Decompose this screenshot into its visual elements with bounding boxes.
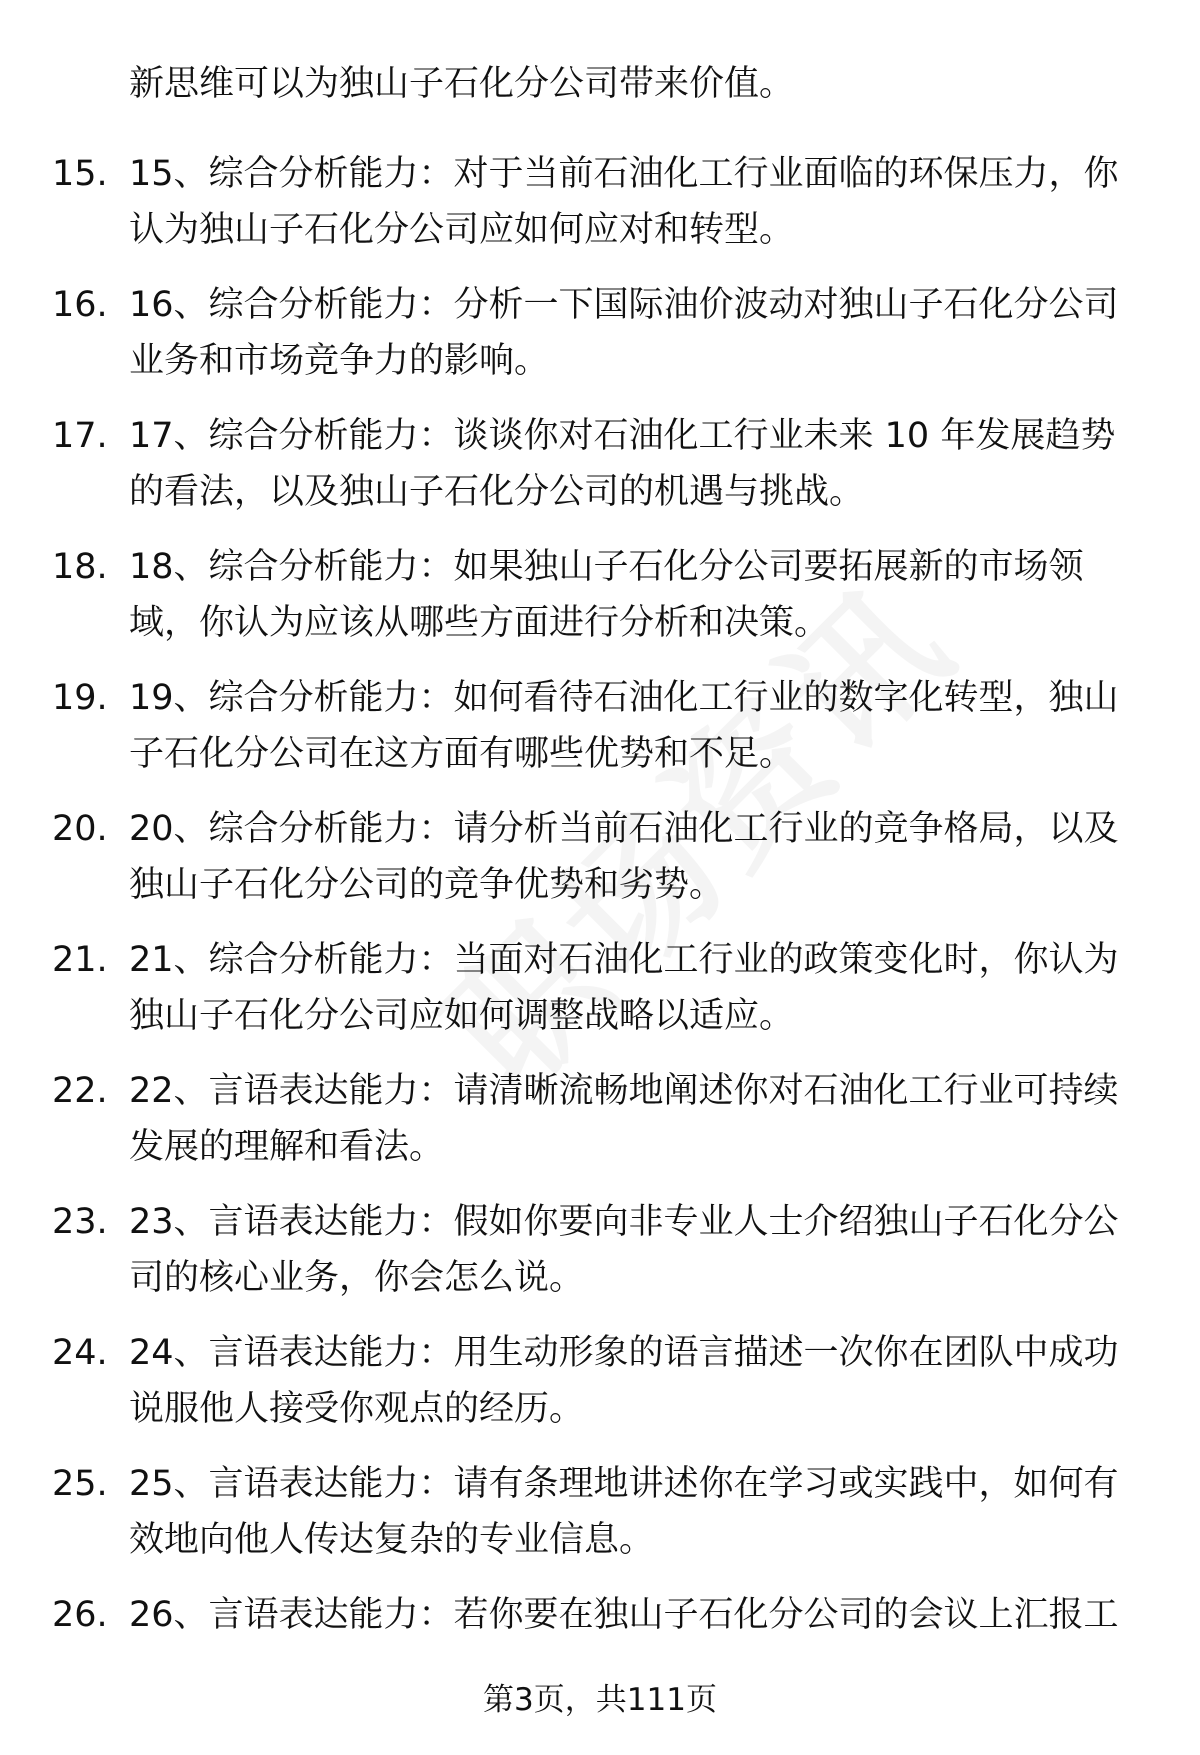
question-item	[0, 146, 1200, 277]
question-number: 16.	[52, 285, 108, 325]
question-item	[0, 1325, 1200, 1456]
question-item	[0, 801, 1200, 932]
question-text: 22、言语表达能力：请清晰流畅地阐述你对石油化工行业可持续发展的理解和看法。	[129, 1071, 1119, 1167]
question-text: 16、综合分析能力：分析一下国际油价波动对独山子石化分公司业务和市场竞争力的影响。	[129, 285, 1119, 381]
question-text: 21、综合分析能力：当面对石油化工行业的政策变化时，你认为独山子石化分公司应如何调整战略以适应。	[129, 940, 1119, 1036]
question-text: 15、综合分析能力：对于当前石油化工行业面临的环保压力，你认为独山子石化分公司应如何应对和转型。	[129, 154, 1119, 250]
question-list	[0, 146, 1200, 1718]
question-item	[0, 539, 1200, 670]
question-number: 19.	[52, 678, 108, 718]
question-text: 18、综合分析能力：如果独山子石化分公司要拓展新的市场领域，你认为应该从哪些方面进行分析和决策。	[129, 547, 1084, 643]
question-number: 24.	[52, 1333, 108, 1373]
question-number: 17.	[52, 416, 108, 456]
question-text: 25、言语表达能力：请有条理地讲述你在学习或实践中，如何有效地向他人传达复杂的专业信息。	[129, 1464, 1119, 1560]
question-text: 19、综合分析能力：如何看待石油化工行业的数字化转型，独山子石化分公司在这方面有哪些优势和不足。	[129, 678, 1119, 774]
question-text: 23、言语表达能力：假如你要向非专业人士介绍独山子石化分公司的核心业务，你会怎么说。	[129, 1202, 1119, 1298]
question-item	[0, 1063, 1200, 1194]
continuation-text: 新思维可以为独山子石化分公司带来价值。	[129, 64, 795, 104]
page-footer	[0, 1678, 1200, 1722]
question-text: 17、综合分析能力：谈谈你对石油化工行业未来 10 年发展趋势的看法，以及独山子石化分公司的机遇与挑战。	[129, 416, 1116, 512]
question-item	[0, 1456, 1200, 1587]
question-text: 24、言语表达能力：用生动形象的语言描述一次你在团队中成功说服他人接受你观点的经历。	[129, 1333, 1119, 1429]
question-item	[0, 1194, 1200, 1325]
question-text: 26、言语表达能力：若你要在独山子石化分公司的会议上汇报工	[129, 1595, 1119, 1635]
question-number: 15.	[52, 154, 108, 194]
question-item	[0, 932, 1200, 1063]
question-number: 23.	[52, 1202, 108, 1242]
question-item	[0, 670, 1200, 801]
question-number: 22.	[52, 1071, 108, 1111]
question-number: 25.	[52, 1464, 108, 1504]
question-number: 20.	[52, 809, 108, 849]
question-item	[0, 277, 1200, 408]
question-text: 20、综合分析能力：请分析当前石油化工行业的竞争格局，以及独山子石化分公司的竞争优势和劣势。	[129, 809, 1119, 905]
question-number: 18.	[52, 547, 108, 587]
question-number: 21.	[52, 940, 108, 980]
question-number: 26.	[52, 1595, 108, 1635]
question-item	[0, 408, 1200, 539]
page-number-label: 第3页，共111页	[483, 1682, 717, 1718]
